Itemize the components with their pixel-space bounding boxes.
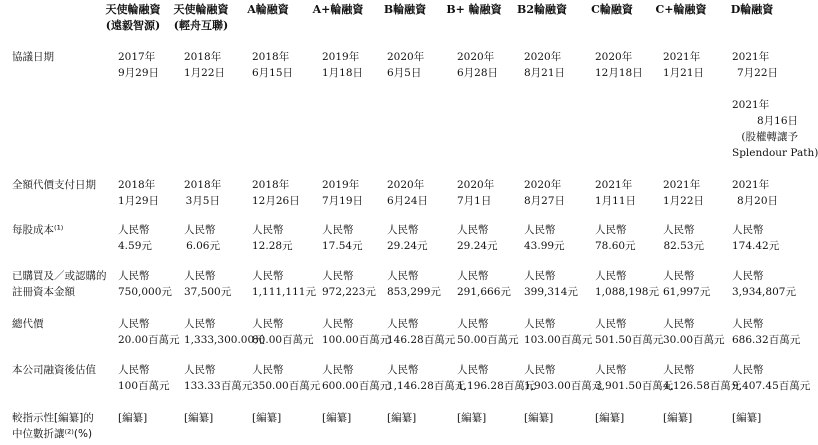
row-label-payment-date xyxy=(12,177,96,193)
table-cell xyxy=(732,410,792,426)
cell-line: 6.06元 xyxy=(186,240,220,252)
cell-line: 30.00百萬元 xyxy=(663,334,725,346)
cell-line: 2021年 xyxy=(732,179,770,191)
cell-line: 50.00百萬元 xyxy=(457,334,519,346)
cell-line: 人民幣 xyxy=(595,364,627,376)
cell-line: (股權轉讓予 xyxy=(741,131,798,143)
column-header xyxy=(365,2,445,18)
cell-line: 1月22日 xyxy=(663,195,705,207)
cell-line: 174.42元 xyxy=(732,240,780,252)
table-cell xyxy=(457,410,504,426)
cell-line: 2021年 xyxy=(595,179,633,191)
cell-line: 2020年 xyxy=(595,51,633,63)
table-cell xyxy=(387,316,456,348)
table-cell xyxy=(595,49,647,81)
cell-line: 8月16日 xyxy=(756,115,798,127)
cell-line: 人民幣 xyxy=(663,364,695,376)
table-cell xyxy=(732,362,811,394)
cell-line: 2018年 xyxy=(184,51,222,63)
table-cell xyxy=(118,222,164,254)
table-cell xyxy=(118,268,172,300)
row-label-agreement-date xyxy=(12,49,54,65)
cell-line: 8月27日 xyxy=(524,195,566,207)
row-label-line: 註冊資本金額 xyxy=(12,286,75,298)
cell-line: 8月20日 xyxy=(736,195,778,207)
cell-line: 4.59元 xyxy=(118,240,152,252)
table-cell xyxy=(322,268,376,300)
table-cell xyxy=(252,268,316,300)
table-cell xyxy=(322,410,366,426)
table-cell xyxy=(118,49,164,81)
cell-line: 2018年 xyxy=(118,179,156,191)
row-label-registered-capital xyxy=(12,268,107,300)
table-cell xyxy=(663,362,742,394)
table-cell xyxy=(184,177,234,209)
table-cell xyxy=(252,362,321,394)
row-label-line: 總代價 xyxy=(12,318,44,330)
cell-line: 人民幣 xyxy=(663,270,695,282)
cell-line: 人民幣 xyxy=(118,318,150,330)
table-cell xyxy=(457,316,519,348)
table-cell xyxy=(663,268,718,300)
cell-line: 82.53元 xyxy=(663,240,704,252)
table-cell xyxy=(595,177,647,209)
table-cell xyxy=(732,316,801,348)
cell-line: [編纂] xyxy=(387,412,417,424)
cell-line: 3,901.50百萬元 xyxy=(595,380,674,392)
table-cell xyxy=(252,410,299,426)
cell-line: 17.54元 xyxy=(322,240,363,252)
cell-line: 人民幣 xyxy=(252,318,284,330)
table-cell xyxy=(524,177,574,209)
table-cell xyxy=(457,362,536,394)
table-cell xyxy=(184,362,253,394)
cell-line: 人民幣 xyxy=(663,318,695,330)
table-cell xyxy=(595,362,674,394)
cell-line: [編纂] xyxy=(118,412,148,424)
cell-line: [編纂] xyxy=(732,412,762,424)
row-label-total-consideration xyxy=(12,316,44,332)
column-header-line: B輪融資 xyxy=(383,3,427,16)
table-cell xyxy=(524,268,578,300)
cell-line: 人民幣 xyxy=(387,364,419,376)
cell-line: 972,223元 xyxy=(322,286,376,298)
cell-line: 600.00百萬元 xyxy=(322,380,391,392)
cell-line: 686.32百萬元 xyxy=(732,334,801,346)
cell-line: [編纂] xyxy=(322,412,352,424)
cell-line: 501.50百萬元 xyxy=(595,334,664,346)
table-cell xyxy=(663,49,718,81)
cell-line: 29.24元 xyxy=(387,240,428,252)
cell-line: [編纂] xyxy=(595,412,625,424)
cell-line: 人民幣 xyxy=(595,224,627,236)
table-cell xyxy=(322,362,391,394)
table-cell xyxy=(252,222,299,254)
cell-line: 人民幣 xyxy=(457,318,489,330)
cell-line: 6月15日 xyxy=(252,67,294,79)
row-label-line: 協議日期 xyxy=(12,51,54,63)
cell-line: 人民幣 xyxy=(387,318,419,330)
table-cell xyxy=(387,410,434,426)
cell-line: 12月26日 xyxy=(252,195,300,207)
row-label-line: 每股成本⁽¹⁾ xyxy=(12,224,64,236)
table-cell xyxy=(322,177,366,209)
column-header-line: C+輪融資 xyxy=(655,3,707,16)
cell-line: 人民幣 xyxy=(457,364,489,376)
column-header-line: A+輪融資 xyxy=(312,3,364,16)
cell-line: 人民幣 xyxy=(118,224,150,236)
table-cell xyxy=(663,222,718,254)
cell-line: 146.28百萬元 xyxy=(387,334,456,346)
cell-line: 2018年 xyxy=(252,51,290,63)
cell-line: 2018年 xyxy=(252,179,290,191)
row-label-discount xyxy=(12,410,94,442)
cell-line: 2020年 xyxy=(524,51,562,63)
column-header-line: B2輪融資 xyxy=(517,3,567,16)
cell-line: 人民幣 xyxy=(595,270,627,282)
table-cell xyxy=(524,316,593,348)
cell-line: 133.33百萬元 xyxy=(184,380,253,392)
row-label-cost-per-share xyxy=(12,222,63,238)
cell-line: 6月28日 xyxy=(457,67,499,79)
cell-line: 人民幣 xyxy=(732,318,764,330)
cell-line: 人民幣 xyxy=(524,270,556,282)
cell-line: 3月5日 xyxy=(185,195,220,207)
table-cell xyxy=(118,177,164,209)
row-label-line: 較指示性[編纂]的 xyxy=(12,412,94,424)
cell-line: 人民幣 xyxy=(457,270,489,282)
cell-line: Splendour Path) xyxy=(732,147,818,159)
table-cell xyxy=(524,222,574,254)
cell-line: 1,196.28百萬元 xyxy=(457,380,536,392)
cell-line: 1月18日 xyxy=(322,67,364,79)
cell-line: 7月19日 xyxy=(322,195,364,207)
cell-line: 人民幣 xyxy=(118,270,150,282)
row-label-line: 已購買及／或認購的 xyxy=(12,270,107,282)
table-cell xyxy=(595,316,664,348)
row-label-line: 中位數折讓⁽²⁾(%) xyxy=(12,428,93,440)
row-label-line: 全額代價支付日期 xyxy=(12,179,96,191)
cell-line: 1月11日 xyxy=(595,195,637,207)
cell-line: 100百萬元 xyxy=(118,380,170,392)
table-cell xyxy=(118,410,164,426)
cell-line: 2019年 xyxy=(322,179,360,191)
cell-line: 人民幣 xyxy=(184,224,216,236)
cell-line: 1,111,111元 xyxy=(252,286,316,298)
cell-line: 人民幣 xyxy=(252,224,284,236)
table-cell xyxy=(524,362,603,394)
cell-line: 2017年 xyxy=(118,51,156,63)
table-cell xyxy=(118,316,180,348)
cell-line: 853,299元 xyxy=(387,286,441,298)
column-header-line: C輪融資 xyxy=(591,3,633,16)
cell-line: 2021年 xyxy=(732,51,770,63)
cell-line: 人民幣 xyxy=(252,270,284,282)
table-cell xyxy=(732,49,792,81)
cell-line: 人民幣 xyxy=(524,224,556,236)
cell-line: 2021年 xyxy=(663,179,701,191)
table-cell xyxy=(457,268,511,300)
cell-line: 2018年 xyxy=(184,179,222,191)
table-cell xyxy=(387,177,434,209)
cell-line: 1,903.00百萬元 xyxy=(524,380,603,392)
column-header-line: A輪融資 xyxy=(247,3,289,16)
cell-line: 人民幣 xyxy=(387,270,419,282)
cell-line: 29.24元 xyxy=(457,240,498,252)
cell-line: 人民幣 xyxy=(457,224,489,236)
table-cell xyxy=(732,177,792,209)
cell-line: 2021年 xyxy=(663,51,701,63)
column-header xyxy=(502,2,582,18)
cell-line: 1月21日 xyxy=(663,67,705,79)
cell-line: 4,126.58百萬元 xyxy=(663,380,742,392)
table-cell xyxy=(118,362,170,394)
cell-line: 人民幣 xyxy=(387,224,419,236)
table-cell xyxy=(732,222,792,254)
table-cell xyxy=(252,177,299,209)
cell-line: 103.00百萬元 xyxy=(524,334,593,346)
column-header xyxy=(641,2,721,18)
cell-line: 80.00百萬元 xyxy=(252,334,314,346)
cell-line: 12月18日 xyxy=(595,67,643,79)
table-cell xyxy=(322,316,391,348)
cell-line: 291,666元 xyxy=(457,286,511,298)
cell-line: 人民幣 xyxy=(322,364,354,376)
cell-line: 43.99元 xyxy=(524,240,565,252)
cell-line: 人民幣 xyxy=(663,224,695,236)
cell-line: 3,934,807元 xyxy=(732,286,796,298)
cell-line: 人民幣 xyxy=(322,270,354,282)
table-cell xyxy=(184,268,234,300)
table-cell xyxy=(322,222,366,254)
cell-line: 人民幣 xyxy=(118,364,150,376)
cell-line: 人民幣 xyxy=(322,224,354,236)
row-label-post-money-valuation xyxy=(12,362,96,378)
row-label-line: 本公司融資後估值 xyxy=(12,364,96,376)
column-header-line: D輪融資 xyxy=(730,3,774,16)
cell-line: 2020年 xyxy=(457,179,495,191)
cell-line: [編纂] xyxy=(663,412,693,424)
cell-line: [編纂] xyxy=(252,412,282,424)
cell-line: 2020年 xyxy=(387,179,425,191)
table-cell xyxy=(184,316,265,348)
cell-line: [編纂] xyxy=(184,412,214,424)
column-header-line: (輕舟互聯) xyxy=(173,19,229,32)
cell-line: 399,314元 xyxy=(524,286,578,298)
table-cell xyxy=(387,362,466,394)
cell-line: 37,500元 xyxy=(184,286,232,298)
table-cell xyxy=(457,222,504,254)
cell-line: 人民幣 xyxy=(322,318,354,330)
cell-line: 6月24日 xyxy=(387,195,429,207)
table-cell xyxy=(663,316,725,348)
table-cell xyxy=(457,49,504,81)
table-cell xyxy=(387,268,441,300)
cell-line: 人民幣 xyxy=(524,318,556,330)
table-cell xyxy=(252,49,299,81)
cell-line: 1月29日 xyxy=(118,195,160,207)
cell-line: 20.00百萬元 xyxy=(118,334,180,346)
cell-line: 12.28元 xyxy=(252,240,293,252)
column-header-line: B+ 輪融資 xyxy=(446,3,502,16)
column-header xyxy=(228,2,308,18)
cell-line: 人民幣 xyxy=(524,364,556,376)
table-cell xyxy=(524,49,574,81)
column-header-line: 天使輪融資 xyxy=(105,3,161,16)
cell-line: 2021年 xyxy=(732,99,770,111)
cell-line: 人民幣 xyxy=(184,318,216,330)
cell-line: [編纂] xyxy=(524,412,554,424)
column-header xyxy=(572,2,652,18)
cell-line: 350.00百萬元 xyxy=(252,380,321,392)
cell-line: 8月21日 xyxy=(524,67,566,79)
cell-line: [編纂] xyxy=(457,412,487,424)
column-header-line: (遠毅智源) xyxy=(105,19,161,32)
cell-line: 2020年 xyxy=(457,51,495,63)
cell-line: 2020年 xyxy=(524,179,562,191)
table-cell xyxy=(524,410,574,426)
cell-line: 7月1日 xyxy=(457,195,492,207)
cell-line: 750,000元 xyxy=(118,286,172,298)
cell-line: 9月29日 xyxy=(118,67,160,79)
cell-line: 人民幣 xyxy=(184,364,216,376)
cell-line: 人民幣 xyxy=(595,318,627,330)
cell-line: 1,146.28百萬元 xyxy=(387,380,466,392)
table-cell xyxy=(457,177,504,209)
table-cell xyxy=(322,49,366,81)
table-cell xyxy=(732,268,796,300)
table-cell xyxy=(184,222,234,254)
cell-line: 人民幣 xyxy=(732,270,764,282)
cell-line: 2020年 xyxy=(387,51,425,63)
column-header xyxy=(712,2,792,18)
cell-line: 9,407.45百萬元 xyxy=(732,380,811,392)
table-cell xyxy=(595,410,647,426)
cell-line: 1,333,300.00元 xyxy=(184,334,265,346)
table-cell xyxy=(252,316,314,348)
cell-line: 100.00百萬元 xyxy=(322,334,391,346)
cell-line: 人民幣 xyxy=(732,224,764,236)
cell-line: 1月22日 xyxy=(184,67,226,79)
table-cell xyxy=(184,49,234,81)
cell-line: 6月5日 xyxy=(387,67,422,79)
table-cell xyxy=(595,268,659,300)
cell-line: 人民幣 xyxy=(184,270,216,282)
table-cell xyxy=(184,410,234,426)
column-header-line: 天使輪融資 xyxy=(173,3,229,16)
cell-line: 人民幣 xyxy=(252,364,284,376)
cell-line: 1,088,198元 xyxy=(595,286,659,298)
cell-line: 61,997元 xyxy=(663,286,711,298)
table-cell xyxy=(595,222,647,254)
cell-line: 2019年 xyxy=(322,51,360,63)
table-cell xyxy=(387,222,434,254)
cell-line: 7月22日 xyxy=(736,67,778,79)
cell-line: 78.60元 xyxy=(595,240,636,252)
table-cell-note xyxy=(732,97,818,161)
table-cell xyxy=(663,410,718,426)
table-cell xyxy=(387,49,434,81)
table-cell xyxy=(663,177,718,209)
cell-line: 人民幣 xyxy=(732,364,764,376)
